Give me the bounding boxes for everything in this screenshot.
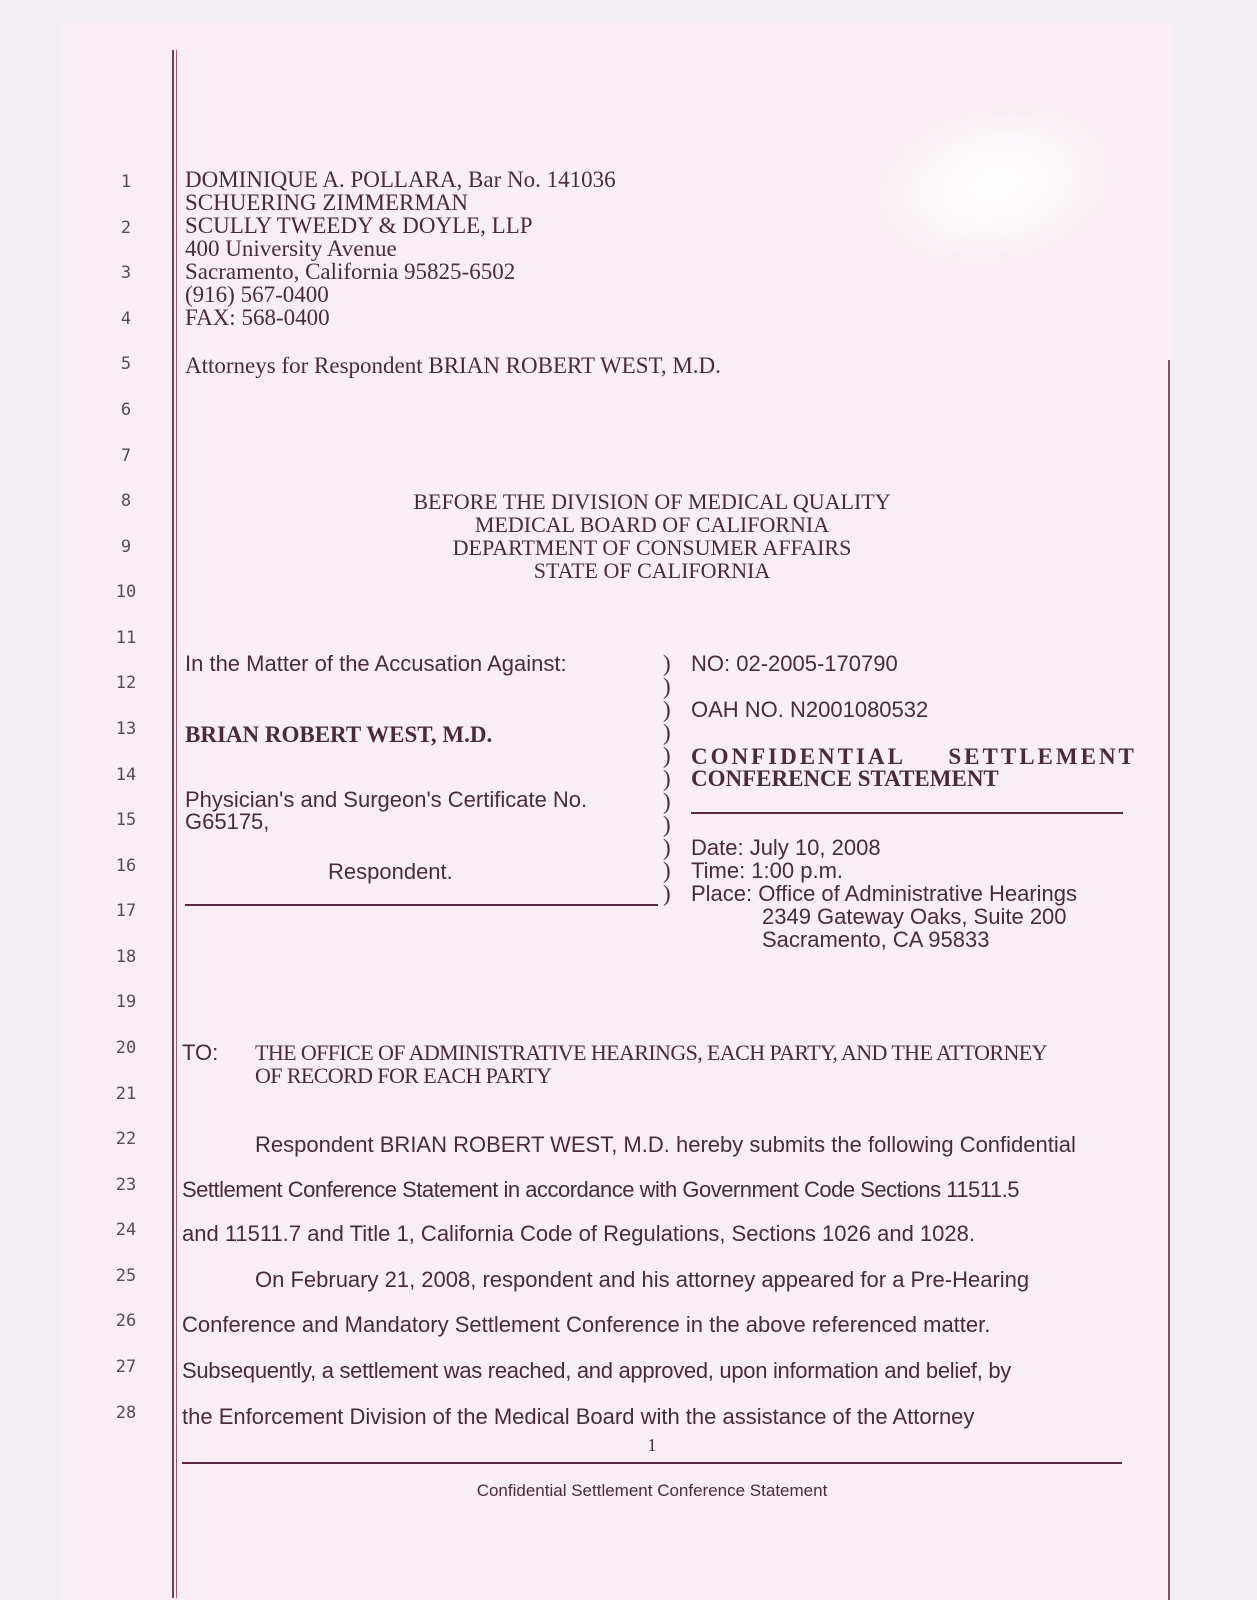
right-margin-rule [1168, 360, 1170, 1600]
caption-brace: ) [663, 812, 671, 837]
caption-underline-left [185, 904, 658, 906]
caption-brace: ) [663, 743, 671, 768]
respondent-name: BRIAN ROBERT WEST, M.D. [185, 722, 493, 747]
left-margin-rule [172, 50, 174, 1598]
document-title-line2: CONFERENCE STATEMENT [691, 766, 999, 791]
title-line2: MEDICAL BOARD OF CALIFORNIA [474, 512, 830, 537]
line-number: 12 [115, 673, 137, 693]
left-margin-rule-inner [176, 50, 177, 1598]
footer-caption: Confidential Settlement Conference Statement [476, 1481, 828, 1500]
line-number: 6 [120, 400, 132, 420]
case-number: NO: 02-2005-170790 [691, 651, 898, 676]
hearing-place-city: Sacramento, CA 95833 [762, 927, 990, 952]
matter-line: In the Matter of the Accusation Against: [185, 651, 567, 676]
phone-number: (916) 567-0400 [185, 282, 329, 307]
line-number: 9 [120, 537, 132, 557]
page-number: 1 [647, 1435, 657, 1455]
line-number: 11 [115, 628, 137, 648]
caption-brace: ) [663, 674, 671, 699]
line-number: 20 [115, 1038, 137, 1058]
body-p2-line2: Conference and Mandatory Settlement Conference in the above referenced matter. [182, 1312, 991, 1337]
caption-brace: ) [663, 766, 671, 791]
line-number: 7 [120, 446, 132, 466]
caption-brace: ) [663, 789, 671, 814]
line-number: 3 [120, 263, 132, 283]
line-number: 24 [115, 1220, 137, 1240]
line-number: 17 [115, 901, 137, 921]
line-number: 14 [115, 765, 137, 785]
line-number: 5 [120, 354, 132, 374]
hearing-place: Place: Office of Administrative Hearings [691, 881, 1077, 906]
firm-name-line2: SCULLY TWEEDY & DOYLE, LLP [185, 213, 533, 238]
body-p2-line4: the Enforcement Division of the Medical Board with the assistance of the Attorney [182, 1404, 975, 1429]
line-number: 8 [120, 491, 132, 511]
address-city: Sacramento, California 95825-6502 [185, 259, 516, 284]
line-number: 19 [115, 992, 137, 1012]
hearing-place-street: 2349 Gateway Oaks, Suite 200 [762, 904, 1067, 929]
line-number: 15 [115, 810, 137, 830]
title-line1: BEFORE THE DIVISION OF MEDICAL QUALITY [413, 489, 891, 514]
hearing-date: Date: July 10, 2008 [691, 835, 881, 860]
line-number: 13 [115, 719, 137, 739]
respondent-label: Respondent. [328, 859, 453, 884]
firm-name-line1: SCHUERING ZIMMERMAN [185, 190, 469, 215]
line-number: 10 [115, 582, 137, 602]
title-line3: DEPARTMENT OF CONSUMER AFFAIRS [452, 535, 852, 560]
body-p2-line3: Subsequently, a settlement was reached, and approved, upon information and belief, by [182, 1358, 1011, 1383]
line-number: 26 [115, 1311, 137, 1331]
line-number: 23 [115, 1175, 137, 1195]
line-number: 27 [115, 1357, 137, 1377]
line-number: 18 [115, 947, 137, 967]
caption-brace: ) [663, 858, 671, 883]
line-number: 2 [120, 218, 132, 238]
line-number: 21 [115, 1084, 137, 1104]
footer-rule [182, 1462, 1122, 1464]
certificate-line2: G65175, [185, 809, 270, 834]
to-line2: OF RECORD FOR EACH PARTY [255, 1063, 552, 1088]
body-p1-line2: Settlement Conference Statement in accordance with Government Code Sections 11511.5 [182, 1177, 1019, 1202]
caption-brace: ) [663, 720, 671, 745]
fax-number: FAX: 568-0400 [185, 305, 330, 330]
to-line1: THE OFFICE OF ADMINISTRATIVE HEARINGS, EACH PARTY, AND THE ATTORNEY [255, 1040, 1047, 1065]
body-p1-line1: Respondent BRIAN ROBERT WEST, M.D. hereby submits the following Confidential [255, 1132, 1076, 1157]
hearing-time: Time: 1:00 p.m. [691, 858, 844, 883]
caption-brace: ) [663, 835, 671, 860]
document-title-line1: CONFIDENTIAL SETTLEMENT [691, 744, 1137, 769]
caption-underline-right [691, 812, 1123, 814]
line-number: 16 [115, 856, 137, 876]
title-line4: STATE OF CALIFORNIA [533, 558, 771, 583]
caption-brace: ) [663, 881, 671, 906]
oah-number: OAH NO. N2001080532 [691, 697, 929, 722]
attorneys-for: Attorneys for Respondent BRIAN ROBERT WEST, M.D. [185, 353, 721, 378]
attorney-name: DOMINIQUE A. POLLARA, Bar No. 141036 [185, 167, 616, 192]
line-number: 4 [120, 309, 132, 329]
certificate-line1: Physician's and Surgeon's Certificate No. [185, 787, 588, 812]
line-number: 1 [120, 172, 132, 192]
body-p1-line3: and 11511.7 and Title 1, California Code of Regulations, Sections 1026 and 1028. [182, 1221, 975, 1246]
address-street: 400 University Avenue [185, 236, 397, 261]
line-number: 28 [115, 1403, 137, 1423]
to-label: TO: [182, 1040, 219, 1065]
caption-brace: ) [663, 697, 671, 722]
body-p2-line1: On February 21, 2008, respondent and his attorney appeared for a Pre-Hearing [255, 1267, 1030, 1292]
caption-brace: ) [663, 651, 671, 676]
line-number: 25 [115, 1266, 137, 1286]
line-number: 22 [115, 1129, 137, 1149]
